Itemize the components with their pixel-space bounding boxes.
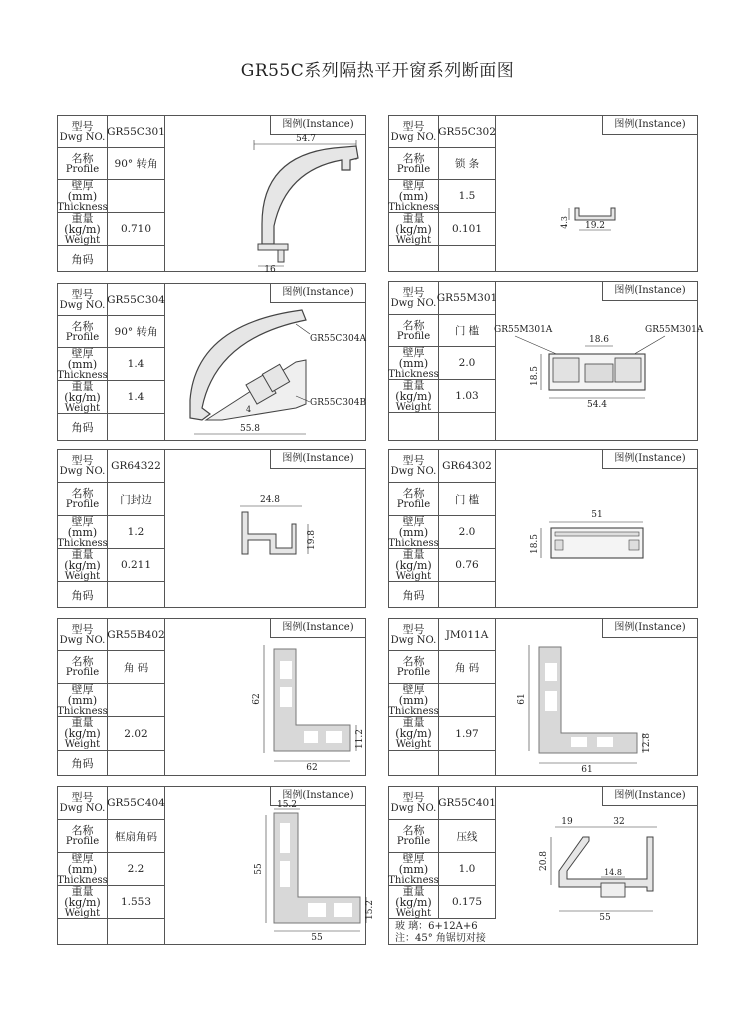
dwg-label: 型号 Dwg NO.: [58, 787, 108, 820]
weight-value: 0.211: [108, 549, 165, 582]
corner-label: [389, 246, 439, 272]
profile-drawing: [497, 136, 697, 272]
dwg-value: GR55B402: [108, 619, 165, 651]
corner-value: [439, 413, 496, 441]
svg-text:55: 55: [599, 913, 611, 923]
thickness-label: 壁厚(mm) Thickness: [388, 514, 439, 549]
thickness-label: 壁厚(mm) Thickness: [57, 514, 108, 549]
svg-text:61: 61: [517, 693, 527, 705]
corner-value: [439, 582, 496, 608]
profile-card-gr55b402: [57, 618, 366, 776]
profile-value: 角 码: [108, 651, 165, 684]
weight-label: 重量(kg/m) Weight: [58, 717, 108, 751]
dwg-value: GR64322: [108, 450, 165, 483]
svg-text:12.8: 12.8: [642, 732, 652, 754]
cut-note: 注：45° 角锯切对接: [395, 933, 486, 944]
dwg-value: GR55C401: [439, 787, 496, 820]
thickness-value: 2.0: [439, 347, 496, 380]
profile-label: 名称 Profile: [58, 316, 108, 348]
thickness-label: 壁厚(mm) Thickness: [388, 851, 439, 886]
page-title: GR55C系列隔热平开窗系列断面图: [240, 61, 515, 81]
dwg-value: GR55C304: [108, 284, 165, 316]
svg-text:4.3: 4.3: [560, 216, 569, 229]
profile-value: 角 码: [439, 651, 496, 684]
profile-label: 名称 Profile: [58, 483, 108, 516]
thickness-value: 1.5: [439, 180, 496, 213]
svg-text:61: 61: [581, 765, 593, 775]
corner-value: [108, 751, 165, 776]
thickness-value: [439, 684, 496, 717]
profile-drawing: [166, 800, 375, 945]
svg-text:4: 4: [246, 405, 252, 414]
corner-value: [108, 246, 165, 272]
svg-text:GR55M301A: GR55M301A: [494, 325, 553, 335]
corner-value: [439, 246, 496, 272]
corner-label: [389, 413, 439, 441]
weight-value: 0.76: [439, 549, 496, 582]
weight-value: 1.97: [439, 717, 496, 751]
profile-value: 门 槛: [439, 483, 496, 516]
profile-card-gr55c401: [388, 786, 698, 945]
dwg-label: 型号 Dwg NO.: [58, 116, 108, 148]
corner-label: 角码: [389, 582, 439, 608]
profile-label: 名称 Profile: [389, 820, 439, 853]
weight-value: 0.101: [439, 213, 496, 246]
legend-label: 图例(Instance): [270, 619, 365, 638]
corner-label: [389, 751, 439, 776]
corner-label: 角码: [58, 246, 108, 272]
dwg-label: 型号 Dwg NO.: [58, 619, 108, 651]
profile-value: 门封边: [108, 483, 165, 516]
weight-label: 重量(kg/m) Weight: [58, 381, 108, 414]
profile-card-gr55c404: [57, 786, 375, 945]
svg-text:55: 55: [311, 933, 323, 943]
profile-card-gr55m301: [388, 281, 704, 441]
weight-label: 重量(kg/m) Weight: [58, 549, 108, 582]
legend-label: 图例(Instance): [270, 787, 365, 806]
thickness-label: 壁厚(mm) Thickness: [388, 682, 439, 717]
weight-label: 重量(kg/m) Weight: [389, 717, 439, 751]
dwg-value: GR55M301: [439, 282, 496, 315]
profile-value: 门 槛: [439, 315, 496, 347]
corner-label: 角码: [58, 582, 108, 608]
svg-text:11.2: 11.2: [355, 728, 365, 750]
corner-label: 角码: [58, 751, 108, 776]
weight-value: 1.553: [108, 886, 165, 919]
profile-value: 框扇角码: [108, 820, 165, 853]
svg-text:18.5: 18.5: [530, 533, 540, 555]
thickness-label: 壁厚(mm) Thickness: [57, 851, 108, 886]
profile-card-gr64302: [388, 449, 698, 608]
svg-text:54.7: 54.7: [295, 134, 317, 144]
thickness-value: [108, 684, 165, 717]
thickness-value: 2.2: [108, 853, 165, 886]
weight-value: 0.710: [108, 213, 165, 246]
svg-text:32: 32: [613, 817, 625, 827]
thickness-value: 2.0: [439, 516, 496, 549]
svg-text:14.8: 14.8: [604, 868, 622, 877]
legend-label: 图例(Instance): [602, 787, 697, 806]
thickness-label: 壁厚(mm) Thickness: [57, 682, 108, 717]
profile-value: 压线: [439, 820, 496, 853]
profile-value: 90° 转角: [108, 148, 165, 180]
svg-text:62: 62: [306, 763, 318, 773]
thickness-value: [108, 180, 165, 213]
svg-text:55.8: 55.8: [239, 424, 261, 434]
svg-text:18.6: 18.6: [588, 335, 610, 345]
corner-value: [439, 751, 496, 776]
profile-card-gr55c301: [57, 115, 366, 275]
dwg-label: 型号 Dwg NO.: [58, 450, 108, 483]
thickness-label: 壁厚(mm) Thickness: [388, 178, 439, 213]
weight-value: 2.02: [108, 717, 165, 751]
svg-text:19: 19: [561, 817, 573, 827]
svg-text:GR55C304B: GR55C304B: [310, 398, 367, 408]
glass-note: 玻 璃：6+12A+6: [395, 921, 478, 932]
legend-label: 图例(Instance): [270, 116, 365, 135]
profile-card-gr55c304: [57, 283, 366, 441]
corner-label: 角码: [58, 414, 108, 441]
profile-drawing: [497, 470, 697, 608]
profile-drawing: [494, 302, 704, 440]
legend-label: 图例(Instance): [602, 619, 697, 638]
dwg-label: 型号 Dwg NO.: [389, 787, 439, 820]
weight-value: 1.4: [108, 381, 165, 414]
thickness-value: 1.2: [108, 516, 165, 549]
profile-label: 名称 Profile: [58, 820, 108, 853]
corner-value: [108, 582, 165, 608]
legend-label: 图例(Instance): [270, 450, 365, 469]
svg-text:15.2: 15.2: [365, 899, 375, 921]
weight-value: 1.03: [439, 380, 496, 413]
dwg-value: GR55C404: [108, 787, 165, 820]
dwg-label: 型号 Dwg NO.: [389, 450, 439, 483]
dwg-label: 型号 Dwg NO.: [389, 116, 439, 148]
profile-label: 名称 Profile: [58, 148, 108, 180]
dwg-value: GR55C301: [108, 116, 165, 148]
dwg-label: 型号 Dwg NO.: [58, 284, 108, 316]
profile-drawing: [497, 639, 697, 776]
profile-drawing: [497, 807, 697, 945]
svg-text:18.5: 18.5: [530, 365, 540, 387]
thickness-label: 壁厚(mm) Thickness: [388, 345, 439, 380]
profile-label: 名称 Profile: [389, 483, 439, 516]
svg-text:62: 62: [252, 693, 262, 705]
svg-text:19.2: 19.2: [584, 221, 606, 231]
profile-label: 名称 Profile: [389, 651, 439, 684]
svg-text:51: 51: [591, 510, 603, 520]
profile-label: 名称 Profile: [389, 148, 439, 180]
weight-label: 重量(kg/m) Weight: [58, 886, 108, 919]
weight-label: 重量(kg/m) Weight: [389, 886, 439, 919]
svg-text:20.8: 20.8: [539, 850, 549, 872]
svg-text:19.8: 19.8: [307, 529, 317, 551]
weight-label: 重量(kg/m) Weight: [389, 549, 439, 582]
svg-text:55: 55: [254, 863, 264, 875]
weight-label: 重量(kg/m) Weight: [389, 213, 439, 246]
dwg-value: GR55C302: [439, 116, 496, 148]
legend-label: 图例(Instance): [602, 282, 697, 301]
profile-label: 名称 Profile: [389, 315, 439, 347]
dwg-label: 型号 Dwg NO.: [389, 282, 439, 315]
svg-text:15.2: 15.2: [276, 800, 298, 810]
profile-card-jm011a: [388, 618, 698, 776]
thickness-label: 壁厚(mm) Thickness: [57, 346, 108, 381]
svg-text:24.8: 24.8: [259, 495, 281, 505]
dwg-label: 型号 Dwg NO.: [389, 619, 439, 651]
thickness-value: 1.0: [439, 853, 496, 886]
profile-card-gr55c302: [388, 115, 698, 272]
weight-value: 0.175: [439, 886, 496, 919]
corner-value: [108, 919, 165, 945]
profile-card-gr64322: [57, 449, 366, 608]
svg-text:16: 16: [264, 265, 276, 275]
svg-text:GR55M301A: GR55M301A: [645, 325, 704, 335]
svg-text:GR55C304A: GR55C304A: [310, 334, 366, 344]
thickness-value: 1.4: [108, 348, 165, 381]
legend-label: 图例(Instance): [602, 450, 697, 469]
profile-value: 锁 条: [439, 148, 496, 180]
weight-label: 重量(kg/m) Weight: [58, 213, 108, 246]
profile-drawing: [166, 639, 366, 776]
corner-label: [58, 919, 108, 945]
profile-drawing: [166, 134, 366, 275]
profile-drawing: [166, 304, 366, 441]
profile-label: 名称 Profile: [58, 651, 108, 684]
corner-value: [108, 414, 165, 441]
legend-label: 图例(Instance): [602, 116, 697, 135]
dwg-value: JM011A: [439, 619, 496, 651]
dwg-value: GR64302: [439, 450, 496, 483]
thickness-label: 壁厚(mm) Thickness: [57, 178, 108, 213]
profile-drawing: [166, 470, 366, 608]
profile-value: 90° 转角: [108, 316, 165, 348]
legend-label: 图例(Instance): [270, 284, 365, 303]
weight-label: 重量(kg/m) Weight: [389, 380, 439, 413]
svg-text:54.4: 54.4: [586, 400, 608, 410]
